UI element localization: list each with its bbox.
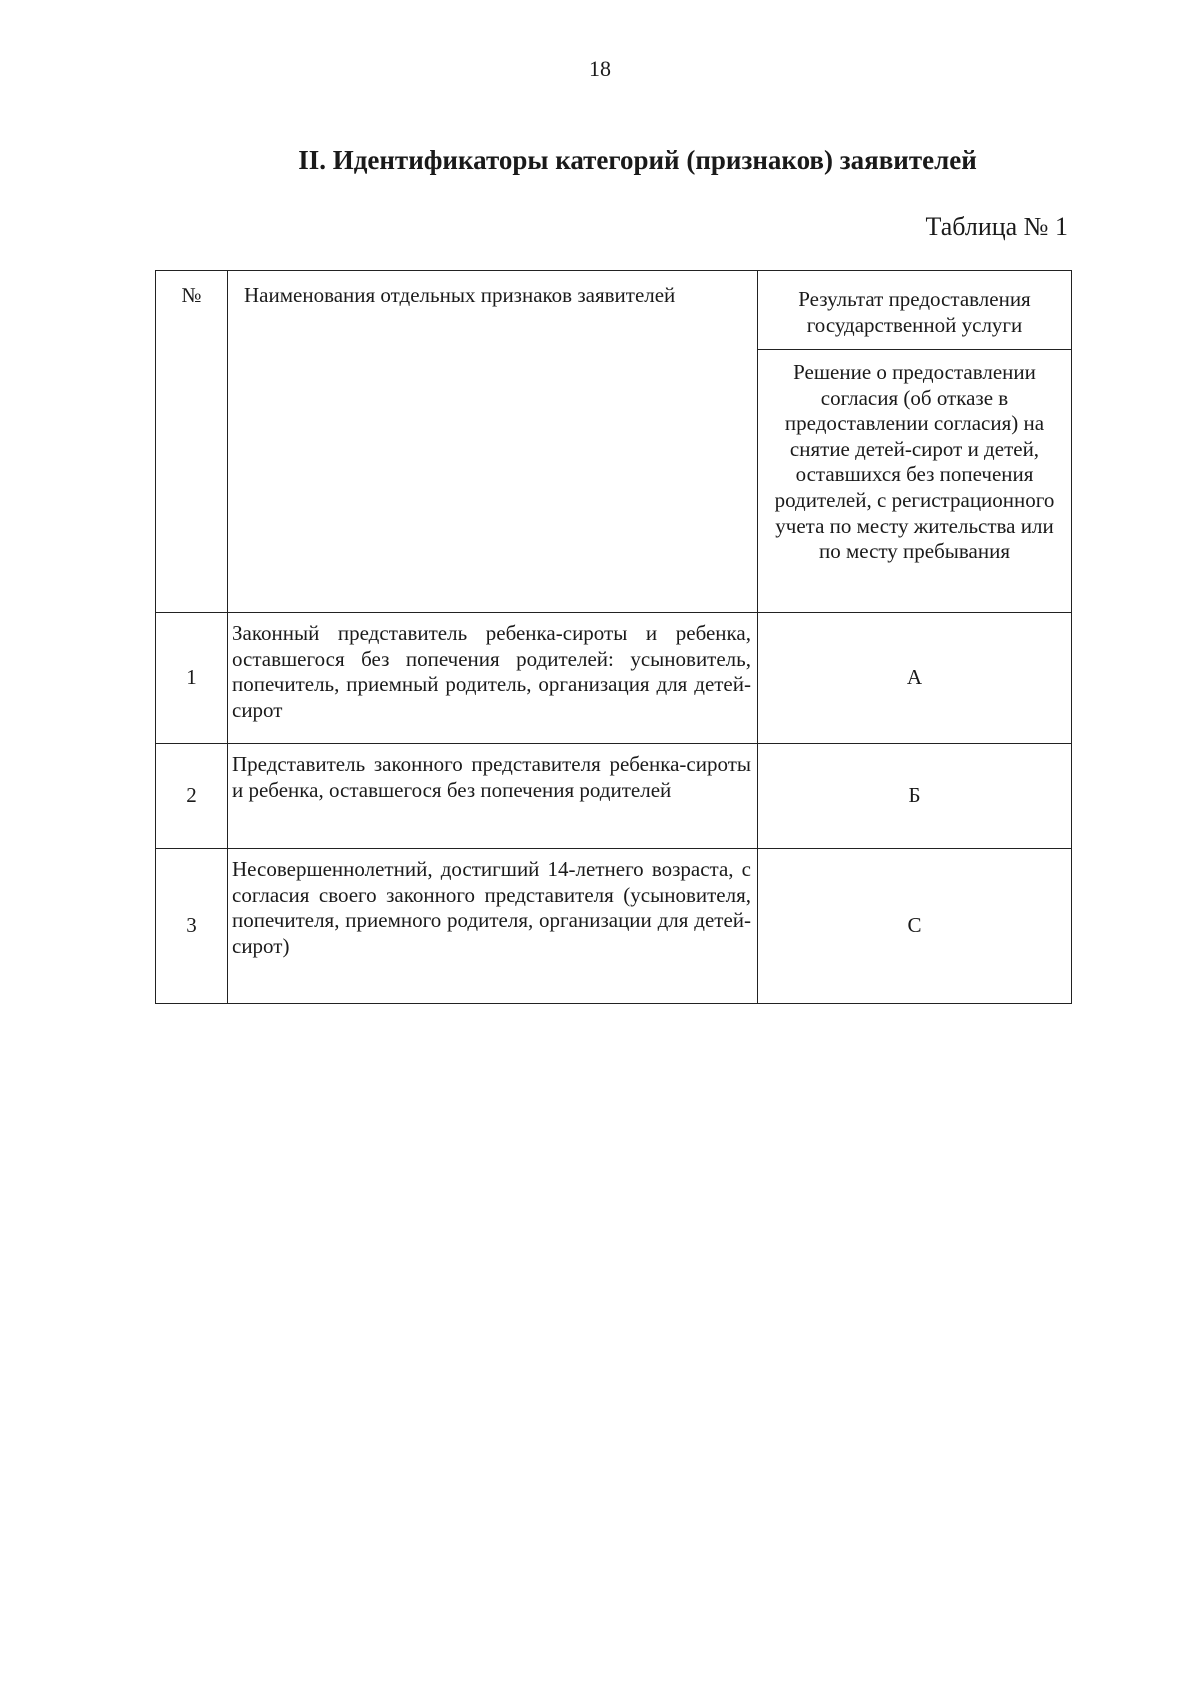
header-name: Наименования отдельных признаков заявителей bbox=[228, 271, 758, 613]
header-number: № bbox=[156, 271, 228, 613]
header-result: Результат предоставления государственной услуги bbox=[758, 271, 1072, 350]
row-category-name: Представитель законного представителя ребенка-сироты и ребенка, оставшегося без попечения родителей bbox=[228, 744, 758, 849]
row-category-name: Несовершеннолетний, достигший 14-летнего возраста, с согласия своего законного представителя (усыновителя, попечителя, приемного родителя, организации для детей-сирот) bbox=[228, 849, 758, 1004]
row-result-code: А bbox=[758, 613, 1072, 744]
table-label: Таблица № 1 bbox=[925, 212, 1068, 241]
table-header-row bbox=[156, 271, 1072, 350]
row-result-code: С bbox=[758, 849, 1072, 1004]
categories-table bbox=[155, 270, 1072, 1004]
row-number: 1 bbox=[156, 613, 228, 744]
table-row bbox=[156, 613, 1072, 744]
row-result-code: Б bbox=[758, 744, 1072, 849]
section-heading: II. Идентификаторы категорий (признаков) заявителей bbox=[298, 145, 977, 175]
table-row bbox=[156, 744, 1072, 849]
row-number: 3 bbox=[156, 849, 228, 1004]
row-number: 2 bbox=[156, 744, 228, 849]
page-number: 18 bbox=[589, 56, 611, 81]
row-category-name: Законный представитель ребенка-сироты и ребенка, оставшегося без попечения родителей: усыновитель, попечитель, приемный родитель, организация для детей-сирот bbox=[228, 613, 758, 744]
header-result-description: Решение о предоставлении согласия (об отказе в предоставлении согласия) на снятие детей-сирот и детей, оставшихся без попечения родителей, с регистрационного учета по месту жительства или по месту пребывания bbox=[758, 350, 1072, 613]
table-row bbox=[156, 849, 1072, 1004]
